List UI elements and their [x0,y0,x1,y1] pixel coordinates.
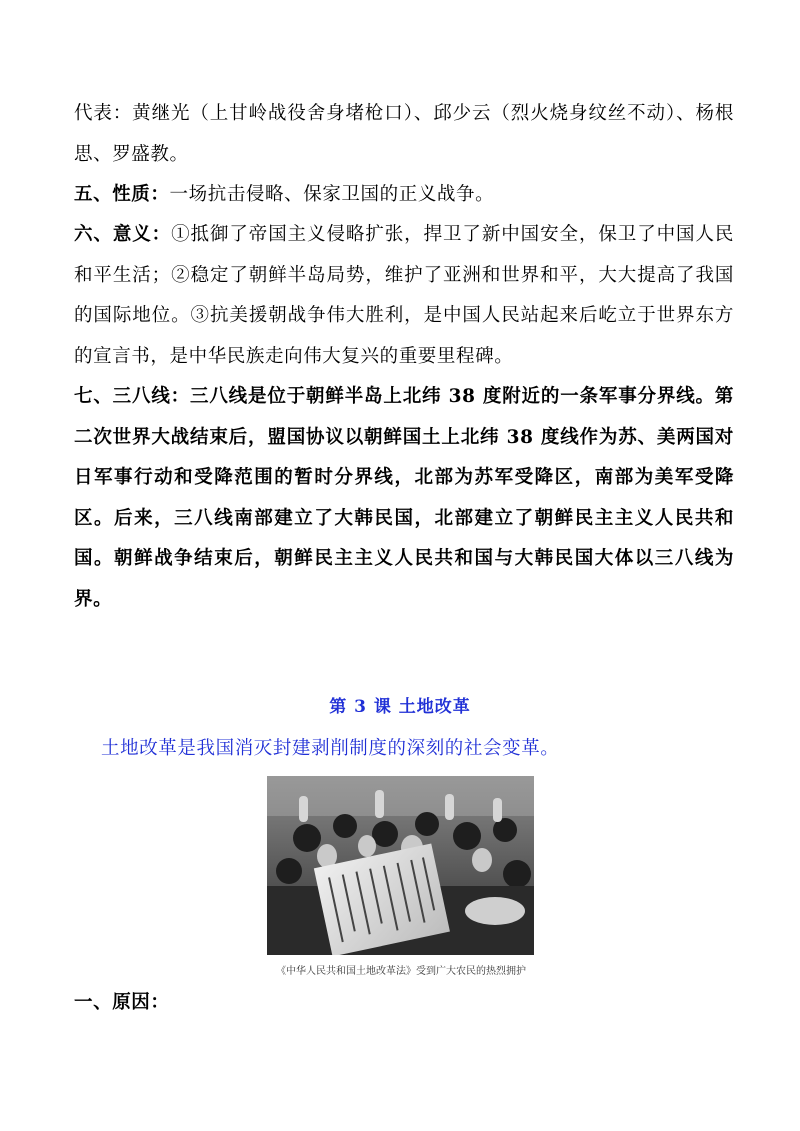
parallel38-paragraph [74,377,734,620]
significance-paragraph [74,215,734,377]
nature-text: 一场抗击侵略、保家卫国的正义战争。 [169,184,495,205]
lesson-title: 第 3 课 土地改革 [329,697,471,717]
nature-label: 五、性质： [74,184,170,205]
photo-caption: 《中华人民共和国土地改革法》受到广大农民的热烈拥护 [276,966,526,977]
representatives-paragraph [74,94,734,175]
nature-paragraph [74,175,734,216]
lesson-intro: 土地改革是我国消灭封建剥削制度的深刻的社会变革。 [101,738,560,759]
significance-text: ①抵御了帝国主义侵略扩张，捍卫了新中国安全，保卫了中国人民和平生活；②稳定了朝鲜半岛局势，维护了亚洲和世界和平，大大提高了我国的国际地位。③抗美援朝战争伟大胜利，是中国人民站起来后屹立于世界东方的宣言书，是中华民族走向伟大复兴的重要里程碑。 [74,224,734,367]
parallel38-text: 三八线是位于朝鲜半岛上北纬 38 度附近的一条军事分界线。第二次世界大战结束后，盟国协议以朝鲜国土上北纬 38 度线作为苏、美两国对日军事行动和受降范围的暂时分界线，北部为苏军受降区，南部为美军受降区。后来，三八线南部建立了大韩民国，北部建立了朝鲜民主主义人民共和国。朝鲜战争结束后，朝鲜民主主义人民共和国与大韩民国大体以三八线为界。 [74,386,734,610]
significance-label: 六、意义： [74,224,172,245]
section-heading-causes: 一、原因： [74,992,170,1013]
representatives-text: 代表：黄继光（上甘岭战役舍身堵枪口）、邱少云（烈火烧身纹丝不动）、杨根思、罗盛教。 [74,103,734,165]
land-reform-photo [267,776,534,955]
parallel38-label: 七、三八线： [74,386,191,407]
